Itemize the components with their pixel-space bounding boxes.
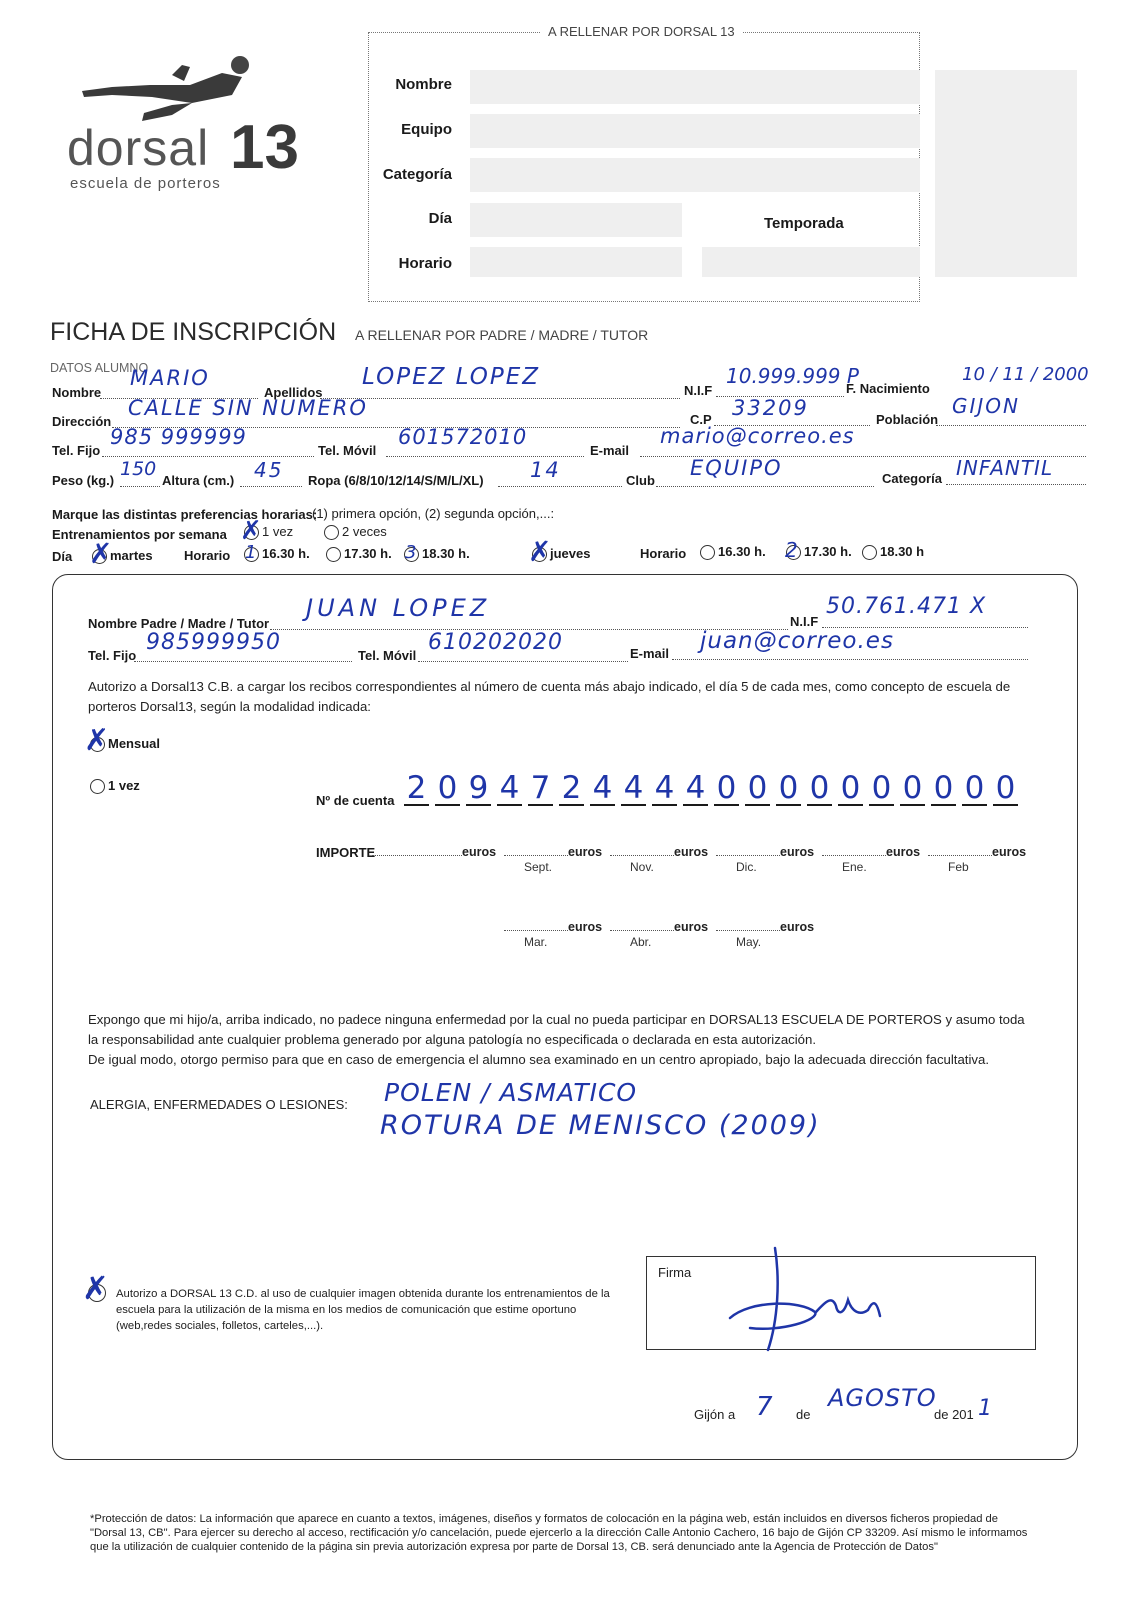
value-fecha-mes: AGOSTO (828, 1384, 937, 1412)
box-field-nombre[interactable] (470, 70, 920, 104)
label-ropa: Ropa (6/8/10/12/14/S/M/L/XL) (308, 473, 484, 488)
importe-month-label: Sept. (524, 860, 553, 874)
cuenta-digit: 0 (714, 772, 739, 806)
expongo-text: Expongo que mi hijo/a, arriba indicado, no padece ninguna enfermedad por la cual no pueda participar en DORSAL13 ESCUELA DE PORTEROS y asumo toda la responsabilidad ante cualquier problema generado por alguna patología no especificada o declarada en esta autorización. (88, 1012, 1025, 1047)
label-nif: N.I.F (684, 383, 713, 398)
prefs-intro: Marque las distintas preferencias horarias: (52, 507, 318, 522)
label-nacimiento: F. Nacimiento (846, 381, 930, 396)
legal-text: *Protección de datos: La información que aparece en cuanto a textos, imágenes, diseños y formatos de colocación en la página web, están incluidos en diversos ficheros propiedad de "Dorsal 13, CB". Para ejercer su derecho al acceso, rectificación y/o cancelación, puede ejercerlo a la dirección Calle Antonio Cachero, 16 bajo de Gijón CP 33209. Así mismo le informamos que la utilización de cualquier contenido de la página sin previa autorización expresa por parte de Dorsal 13, CB. será denunciado ante la Agencia de Protección de Datos" (90, 1513, 1028, 1553)
checkbox-2-veces[interactable] (324, 525, 339, 540)
cuenta-digit: 0 (807, 772, 832, 806)
importe-euros-field[interactable]: euros (610, 845, 708, 859)
value-tutor-fijo: 985999950 (146, 630, 281, 655)
value-alergia-1: POLEN / ASMATICO (384, 1078, 638, 1107)
label-poblacion: Población (876, 412, 939, 427)
x-mark-icon: ✗ (84, 723, 110, 758)
section-datos-alumno: DATOS ALUMNO (50, 361, 149, 375)
label-altura: Altura (cm.) (162, 473, 235, 488)
checkbox-una-vez[interactable] (90, 779, 105, 794)
importe-month-label: Ene. (842, 860, 867, 874)
checkbox-martes-1730[interactable] (326, 547, 341, 562)
option-1-vez[interactable]: 1 vez (244, 524, 293, 540)
value-ropa: 14 (530, 458, 561, 482)
signature (720, 1240, 910, 1360)
value-fecha-anio: 1 (978, 1396, 992, 1421)
option-martes[interactable]: martes (92, 548, 153, 564)
label-cp: C.P (690, 412, 712, 427)
permiso-text: De igual modo, otorgo permiso para que en caso de emergencia el alumno sea examinado en un centro apropiado, bajo la adecuada dirección facultativa. (88, 1052, 989, 1067)
box-field-equipo[interactable] (470, 114, 920, 148)
cuenta-digit: 0 (869, 772, 894, 806)
option-2-veces[interactable]: 2 veces (324, 524, 387, 540)
label-categoria: Categoría (882, 471, 942, 486)
option-martes-1730[interactable]: 17.30 h. (326, 546, 392, 562)
checkbox-jueves-1630[interactable] (700, 545, 715, 560)
value-altura: 45 (254, 458, 284, 482)
label-box-equipo: Equipo (401, 121, 452, 138)
logo (62, 55, 312, 195)
cuenta-digit: 0 (931, 772, 956, 806)
checkbox-jueves-1830[interactable] (862, 545, 877, 560)
label-importe: IMPORTE (316, 845, 376, 860)
value-tutor-nif: 50.761.471 X (826, 594, 987, 619)
label-box-dia: Día (428, 210, 452, 227)
cuenta-digit: 4 (497, 772, 522, 806)
value-categoria: INFANTIL (956, 456, 1054, 480)
value-nombre: MARIO (130, 366, 210, 390)
label-dia: Día (52, 549, 73, 564)
cuenta-digit: 4 (683, 772, 708, 806)
importe-euros-field[interactable]: euros (822, 845, 920, 859)
value-cp: 33209 (732, 396, 809, 420)
cuenta-digit: 0 (745, 772, 770, 806)
value-jueves-1730: 2 (785, 538, 798, 562)
value-nacimiento: 10 / 11 / 2000 (962, 364, 1089, 385)
fecha-de: de (796, 1407, 811, 1422)
logo-brand: dorsal (67, 120, 210, 176)
label-peso: Peso (kg.) (52, 473, 115, 488)
label-telfijo: Tel. Fijo (52, 443, 101, 458)
value-email: mario@correo.es (660, 424, 855, 448)
value-tutor-email: juan@correo.es (700, 628, 894, 654)
importe-euros-field[interactable]: euros (504, 845, 602, 859)
value-martes-1830: 3 (405, 542, 417, 563)
cuenta-digit: 4 (652, 772, 677, 806)
option-martes-1630[interactable]: 16.30 h. (244, 546, 310, 562)
prefs-intro-2: (1) primera opción, (2) segunda opción,...: (312, 506, 555, 521)
box-field-temporada-2[interactable] (935, 70, 1077, 277)
label-alergia: ALERGIA, ENFERMEDADES O LESIONES: (90, 1097, 348, 1112)
option-jueves-1830[interactable]: 18.30 h (862, 544, 924, 560)
cuenta-digit: 0 (435, 772, 460, 806)
importe-month-label: Dic. (736, 860, 757, 874)
label-cuenta: Nº de cuenta (316, 793, 395, 808)
cuenta-digit: 0 (900, 772, 925, 806)
x-mark-icon: ✗ (240, 516, 262, 546)
imagen-text: Autorizo a DORSAL 13 C.D. al uso de cualquier imagen obtenida durante los entrenamientos de la escuela para la utilización de la misma en los medios de comunicación que estime oportuno (web,redes sociales, folletos, carteles,...). (116, 1288, 610, 1332)
cuenta-digit: 2 (559, 772, 584, 806)
importe-euros-field[interactable]: euros (716, 920, 814, 934)
importe-euros-field[interactable]: euros (928, 845, 1026, 859)
dorsal-box-title: A RELLENAR POR DORSAL 13 (540, 24, 743, 39)
cuenta-digit: 4 (590, 772, 615, 806)
fecha-lugar: Gijón a (694, 1407, 736, 1422)
value-telmovil: 601572010 (398, 425, 528, 449)
importe-month-label: Abr. (630, 935, 652, 949)
box-field-categoria[interactable] (470, 158, 920, 192)
value-peso: 150 (120, 458, 157, 480)
value-fecha-dia: 7 (756, 1392, 775, 1422)
label-tutor-nombre: Nombre Padre / Madre / Tutor (88, 616, 270, 631)
label-email: E-mail (590, 443, 630, 458)
label-horario-martes: Horario (184, 548, 231, 563)
option-mensual[interactable]: Mensual (90, 736, 160, 752)
label-tutor-movil: Tel. Móvil (358, 648, 417, 663)
page-title: FICHA DE INSCRIPCIÓN (50, 318, 337, 346)
importe-month-label: Nov. (630, 860, 654, 874)
cuenta-digit: 0 (838, 772, 863, 806)
value-martes-1630: 1 (245, 542, 257, 563)
cuenta-digit: 0 (993, 772, 1018, 806)
box-field-horario[interactable] (470, 247, 682, 277)
label-box-nombre: Nombre (395, 76, 452, 93)
option-una-vez[interactable]: 1 vez (90, 778, 140, 794)
option-jueves-1630[interactable]: 16.30 h. (700, 544, 766, 560)
cuenta-digit: 7 (528, 772, 553, 806)
label-direccion: Dirección (52, 414, 112, 429)
label-tutor-fijo: Tel. Fijo (88, 648, 137, 663)
x-mark-icon: ✗ (89, 537, 113, 570)
value-poblacion: GIJON (952, 394, 1020, 418)
label-box-temporada: Temporada (764, 215, 844, 232)
value-direccion: CALLE SIN NUMERO (128, 396, 368, 420)
importe-euros-field[interactable]: euros (610, 920, 708, 934)
importe-month-label: Mar. (524, 935, 548, 949)
cuenta-digit: 0 (962, 772, 987, 806)
label-club: Club (626, 473, 655, 488)
value-alergia-2: ROTURA DE MENISCO (2009) (380, 1110, 821, 1141)
value-tutor-nombre: JUAN LOPEZ (306, 594, 491, 622)
firma-label: Firma (658, 1265, 692, 1280)
autoriza-text: Autorizo a Dorsal13 C.B. a cargar los recibos correspondientes al número de cuenta más abajo indicado, el día 5 de cada mes, como concepto de escuela de porteros Dorsal13, según la modalidad indicada: (88, 679, 1011, 714)
value-tutor-movil: 610202020 (428, 630, 563, 655)
importe-euros-field[interactable]: euros (504, 920, 602, 934)
x-mark-icon: ✗ (82, 1269, 109, 1307)
label-telmovil: Tel. Móvil (318, 443, 377, 458)
box-field-dia[interactable] (470, 203, 682, 237)
importe-month-label: Feb (948, 860, 969, 874)
label-apellidos: Apellidos (264, 385, 323, 400)
label-tutor-email: E-mail (630, 646, 670, 661)
cuenta-digit: 9 (466, 772, 491, 806)
field-cuenta[interactable] (404, 772, 1024, 806)
cuenta-digit: 2 (404, 772, 429, 806)
option-jueves[interactable]: jueves (532, 546, 590, 562)
label-horario-jueves: Horario (640, 546, 687, 561)
importe-euros-field[interactable]: euros (372, 845, 496, 859)
value-nif: 10.999.999 P (726, 364, 859, 388)
logo-subtitle: escuela de porteros (70, 175, 221, 192)
x-mark-icon: ✗ (528, 535, 552, 568)
box-field-temporada-1[interactable] (702, 247, 920, 277)
importe-euros-field[interactable]: euros (716, 845, 814, 859)
option-jueves-1730[interactable]: 17.30 h. (786, 544, 852, 560)
importe-month-label: May. (736, 935, 762, 949)
cuenta-digit: 0 (776, 772, 801, 806)
page-subtitle: A RELLENAR POR PADRE / MADRE / TUTOR (355, 327, 649, 343)
label-nombre: Nombre (52, 385, 102, 400)
value-telfijo: 985 999999 (110, 425, 247, 449)
option-martes-1830[interactable]: 18.30 h. (404, 546, 470, 562)
fecha-anio-label: de 201 (934, 1407, 974, 1422)
value-club: EQUIPO (690, 456, 783, 480)
label-entrenamientos: Entrenamientos por semana (52, 527, 227, 542)
label-tutor-nif: N.I.F (790, 614, 819, 629)
logo-number: 13 (230, 113, 299, 182)
label-box-categoria: Categoría (382, 166, 452, 183)
value-apellidos: LOPEZ LOPEZ (362, 364, 541, 390)
cuenta-digit: 4 (621, 772, 646, 806)
label-box-horario: Horario (398, 255, 452, 272)
